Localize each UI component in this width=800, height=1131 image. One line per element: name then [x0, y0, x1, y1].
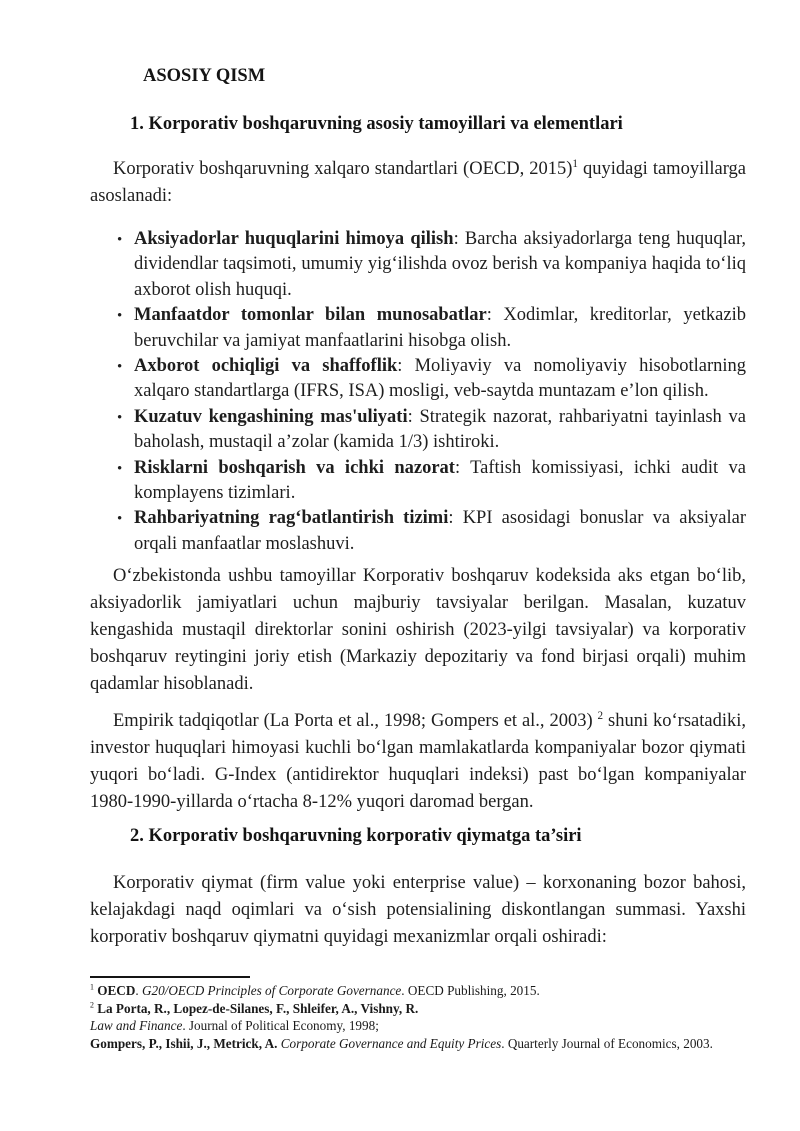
footnote-line: $^1$ OECD. G20/OECD Principles of Corporate Governance. OECD Publishing, 2015.: [90, 982, 540, 999]
footnote-separator: [90, 976, 250, 978]
principles-list: [90, 227, 746, 557]
section-title: ASOSIY QISM: [143, 66, 266, 86]
footnote-line: Gompers, P., Ishii, J., Metrick, A. Corporate Governance and Equity Prices. Quarterly Journal of Economics, 2003.: [90, 1036, 713, 1052]
principle-item: • Aksiyadorlar huquqlarini himoya qilish: Barcha aksiyadorlarga teng huquqlar, dividendlar taqsimoti, umumiy yigʻilishda ovoz berish va kompaniya haqida toʻliq axborot olish huquqi.: [90, 227, 746, 303]
footnote-lines: [90, 982, 746, 1052]
principle-item: • Risklarni boshqarish va ichki nazorat: Taftish komissiyasi, ichki audit va komplayens tizimlari.: [90, 456, 746, 507]
principle-item: • Axborot ochiqligi va shaffoflik: Moliyaviy va nomoliyaviy hisobotlarning xalqaro standartlarga (IFRS, ISA) mosligi, veb-saytda muntazam e’lon qilish.: [90, 354, 746, 405]
principle-item: • Rahbariyatning ragʻbatlantirish tizimi: KPI asosidagi bonuslar va aksiyalar orqali manfaatlar moslashuvi.: [90, 506, 746, 557]
footnote-line: $^2$ La Porta, R., Lopez-de-Silanes, F., Shleifer, A., Vishny, R.: [90, 1000, 419, 1016]
principle-item: • Kuzatuv kengashining mas'uliyati: Strategik nazorat, rahbariyatni tayinlash va baholash, mustaqil a’zolar (kamida 1/3) ishtiroki.: [90, 405, 746, 456]
paragraph-uzbekistan-code: Oʻzbekistonda ushbu tamoyillar Korporativ boshqaruv kodeksida aks etgan boʻlib, aksiyadorlik jamiyatlari uchun majburiy tavsiyalar berilgan. Masalan, kuzatuv kengashida mustaqil direktorlar sonini oshirish (2023-yilgi tavsiyalar) va korporativ boshqaruv reytingini joriy etish (Markaziy depozitariy va fond birjasi orqali) muhim qadamlar hisoblanadi.: [90, 566, 746, 695]
footnotes-section: [90, 976, 746, 1052]
paragraph-empirical-studies: Empirik tadqiqotlar (La Porta et al., 1998; Gompers et al., 2003) $^2$ shuni koʻrsatadiki, investor huquqlari himoyasi kuchli boʻlgan mamlakatlarda kompaniyalar bozor qiymati yuqori boʻladi. G-Index (antidirektor huquqlari indeksi) past boʻlgan kompaniyalar 1980-1990-yillarda oʻrtacha 8-12% yuqori daromad bergan.: [90, 710, 746, 813]
heading-principles: 1. Korporativ boshqaruvning asosiy tamoyillari va elementlari: [130, 114, 623, 134]
heading-firm-value: 2. Korporativ boshqaruvning korporativ qiymatga ta’siri: [130, 826, 582, 847]
paragraph-firm-value: Korporativ qiymat (firm value yoki enterprise value) – korxonaning bozor bahosi, kelajakdagi naqd oqimlari va oʻsish potensialining diskontlangan summasi. Yaxshi korporativ boshqaruv qiymatni quyidagi mexanizmlar orqali oshiradi:: [90, 873, 746, 948]
paragraph-intro: Korporativ boshqaruvning xalqaro standartlari (OECD, 2015)$^1$ quyidagi tamoyillarga asoslanadi:: [90, 157, 746, 206]
principle-item: • Manfaatdor tomonlar bilan munosabatlar: Xodimlar, kreditorlar, yetkazib beruvchilar va jamiyat manfaatlarini hisobga olish.: [90, 303, 746, 354]
footnote-line: Law and Finance. Journal of Political Economy, 1998;: [90, 1018, 379, 1034]
